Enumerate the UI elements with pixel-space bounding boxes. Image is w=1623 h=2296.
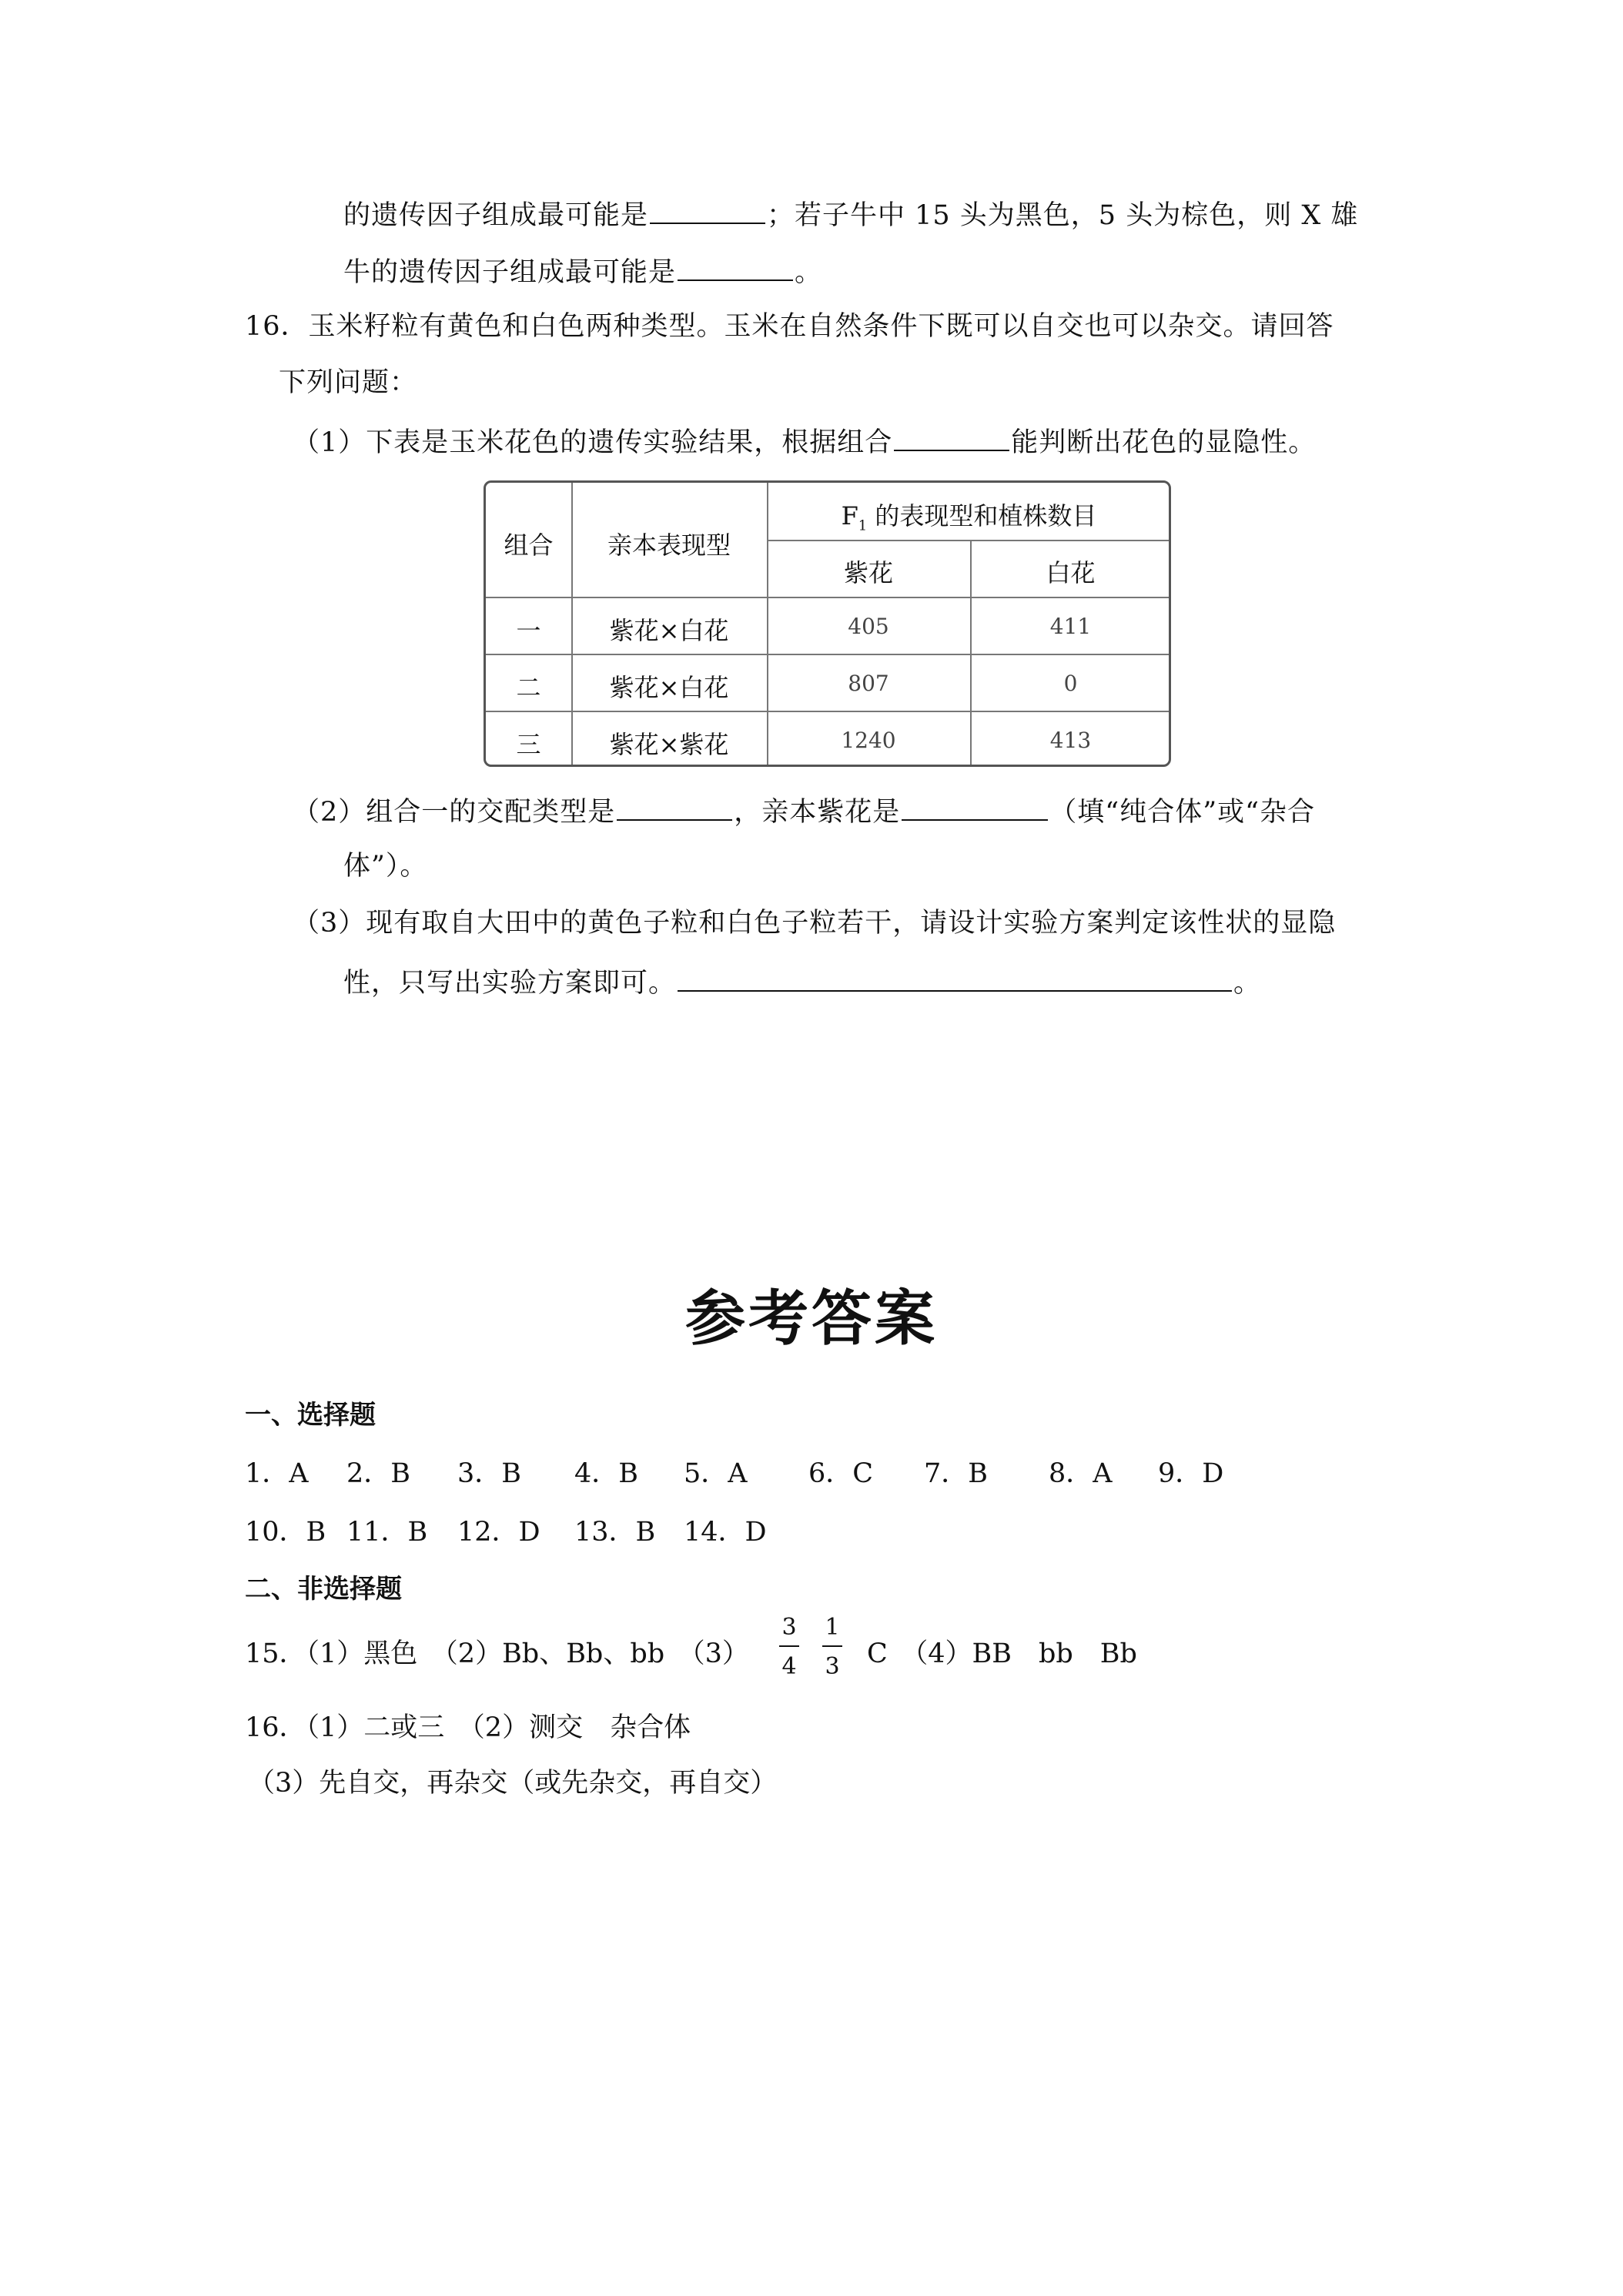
fraction-numerator: 3: [779, 1614, 799, 1647]
fraction-1-3: [822, 1614, 842, 1680]
table-cell-purple: 405: [848, 614, 889, 639]
table-cell-parents: 紫花×白花: [609, 673, 729, 702]
answer-blank: [902, 796, 1048, 821]
mc-answer: 13．B: [574, 1517, 656, 1548]
answer-16: 16．（1）二或三 （2）测交 杂合体: [245, 1712, 691, 1743]
f1-label: F: [841, 501, 858, 530]
table-cell-white: 411: [1049, 614, 1092, 639]
answer-15-cont: C （4）BB bb Bb: [867, 1638, 1137, 1669]
fraction-denominator: 3: [825, 1653, 840, 1680]
table-cell-group: 二: [516, 673, 541, 702]
q15-text: 的遗传因子组成最可能是: [343, 200, 649, 231]
table-header-purple: 紫花: [843, 558, 893, 587]
table-header-parents: 亲本表现型: [607, 530, 731, 560]
answer-15: 15．（1）黑色 （2）Bb、Bb、bb （3）: [245, 1638, 749, 1669]
genetics-table: [484, 480, 1171, 767]
table-divider: [486, 654, 1169, 655]
mc-answer: 6．C: [808, 1458, 874, 1489]
mc-answer: 4．B: [574, 1458, 638, 1489]
fraction-denominator: 4: [781, 1653, 797, 1680]
table-cell-group: 三: [516, 730, 541, 759]
table-divider: [767, 540, 1169, 541]
mc-answer: 2．B: [346, 1458, 410, 1489]
mc-answer: 10．B: [245, 1517, 326, 1548]
answer-blank: [678, 967, 1232, 992]
mc-answer: 11．B: [346, 1517, 428, 1548]
table-cell-purple: 1240: [841, 728, 896, 753]
mc-answer: 14．D: [684, 1517, 767, 1548]
table-cell-white: 413: [1049, 728, 1092, 753]
mc-answer: 1．A: [245, 1458, 309, 1489]
table-header-white: 白花: [1046, 558, 1096, 587]
q16-part-2: [293, 796, 1315, 826]
answer-blank: [617, 796, 732, 821]
q16-part-2-text: （2）组合一的交配类型是: [293, 797, 616, 828]
mc-answer: 9．D: [1158, 1458, 1224, 1489]
q15-text: 牛的遗传因子组成最可能是: [343, 257, 677, 288]
q15-line-2: [343, 256, 822, 286]
table-cell-parents: 紫花×紫花: [609, 730, 729, 759]
mc-answer: 7．B: [924, 1458, 988, 1489]
mc-answer: 8．A: [1049, 1458, 1113, 1489]
q16-part-2-text: （填“纯合体”或“杂合: [1049, 797, 1315, 828]
table-cell-white: 0: [1063, 671, 1078, 696]
answer-blank: [650, 199, 765, 224]
q16-part-2-cont: 体”）。: [343, 851, 428, 882]
section-heading-choice: 一、选择题: [245, 1400, 376, 1431]
q16-part-1-text: （1）下表是玉米花色的遗传实验结果，根据组合: [293, 427, 893, 458]
mc-answer: 12．D: [457, 1517, 540, 1548]
q15-text: ；若子牛中 15 头为黑色，5 头为棕色，则 X 雄: [767, 200, 1359, 231]
q16-part-2-text: ，亲本紫花是: [734, 797, 901, 828]
answers-title: 参考答案: [684, 1284, 938, 1354]
q16-intro-cont: 下列问题：: [279, 367, 418, 398]
answer-16-part-3: （3）先自交，再杂交（或先杂交，再自交）: [248, 1768, 778, 1799]
q16-part-1: [293, 427, 1316, 457]
table-divider: [486, 711, 1169, 712]
table-cell-group: 一: [516, 616, 541, 645]
q16-intro: 16．玉米籽粒有黄色和白色两种类型。玉米在自然条件下既可以自交也可以杂交。请回答: [245, 311, 1334, 342]
table-cell-parents: 紫花×白花: [609, 616, 729, 645]
table-cell-purple: 807: [848, 671, 889, 696]
section-heading-open: 二、非选择题: [245, 1574, 402, 1605]
answer-blank: [894, 427, 1009, 451]
q15-line-1: [343, 199, 1358, 229]
fraction-3-4: [779, 1614, 799, 1680]
fraction-numerator: 1: [822, 1614, 842, 1647]
q15-text: 。: [795, 257, 823, 288]
table-divider: [486, 597, 1169, 598]
q16-part-3: （3）现有取自大田中的黄色子粒和白色子粒若干，请设计实验方案判定该性状的显隐: [293, 908, 1337, 939]
q16-part-3-text: 。: [1233, 968, 1262, 999]
mc-answer: 3．B: [457, 1458, 521, 1489]
q16-part-1-text: 能判断出花色的显隐性。: [1011, 427, 1317, 458]
answer-blank: [678, 256, 793, 281]
mc-answer: 5．A: [684, 1458, 748, 1489]
f1-subscript: 1: [858, 517, 868, 534]
q16-part-3-text: 性，只写出实验方案即可。: [343, 968, 677, 999]
table-header-group: 组合: [504, 530, 554, 560]
f1-label-rest: 的表现型和植株数目: [867, 501, 1097, 530]
table-header-f1: [767, 497, 1171, 534]
q16-part-3-cont: [343, 967, 1261, 997]
